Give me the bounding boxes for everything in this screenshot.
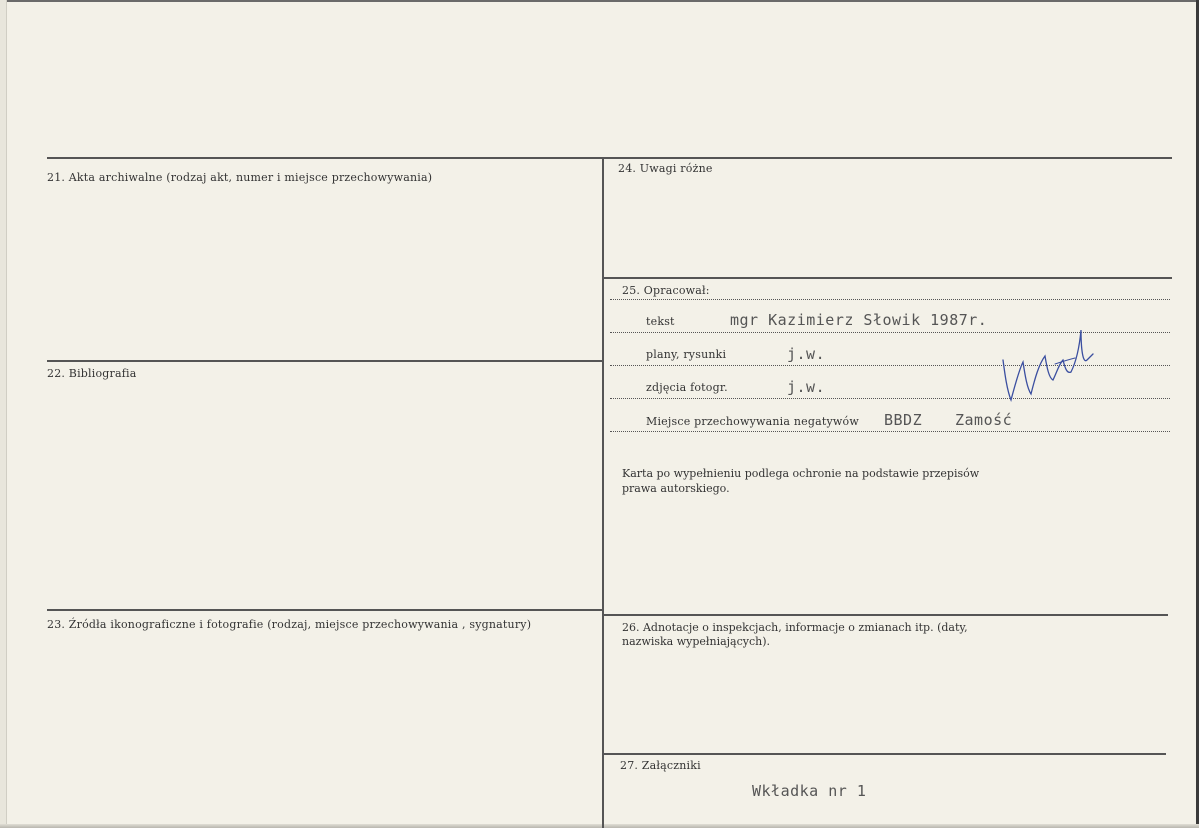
rule-26 xyxy=(604,614,1168,616)
field-25-plany-label: plany, rysunki xyxy=(646,348,727,361)
top-rule xyxy=(47,157,1172,159)
field-23-label: 23. Źródła ikonograficzne i fotografie (rodzaj, miejsce przechowywania , sygnatury) xyxy=(47,618,532,631)
card-bottom-edge xyxy=(0,824,1199,828)
signature-scribble xyxy=(995,320,1095,405)
copyright-notice-line2: prawa autorskiego. xyxy=(622,482,730,495)
field-25-label: 25. Opracował: xyxy=(622,284,710,297)
field-26-label-line2: nazwiska wypełniających). xyxy=(622,635,771,648)
field-25-plany-value: j.w. xyxy=(787,345,826,363)
field-25-miejsce-label: Miejsce przechowywania negatywów xyxy=(646,415,859,428)
field-25-zdjecia-label: zdjęcia fotogr. xyxy=(646,381,728,394)
field-22-label: 22. Bibliografia xyxy=(47,367,137,380)
center-divider xyxy=(602,157,604,828)
field-25-miejsce-place: BBDZ xyxy=(884,411,923,429)
card-left-edge xyxy=(0,0,7,828)
field-26-label-line1: 26. Adnotacje o inspekcjach, informacje o zmianach itp. (daty, xyxy=(622,621,968,634)
rule-23 xyxy=(47,609,602,611)
field-25-tekst-label: tekst xyxy=(646,315,675,328)
field-25-zdjecia-value: j.w. xyxy=(787,378,826,396)
dotline-25-header xyxy=(610,299,1170,300)
rule-22 xyxy=(47,360,602,362)
card-top-edge xyxy=(0,0,1199,2)
rule-27 xyxy=(604,753,1166,755)
field-21-label: 21. Akta archiwalne (rodzaj akt, numer i miejsce przechowywania) xyxy=(47,171,433,184)
dotline-25-miejsce xyxy=(610,431,1170,432)
field-24-label: 24. Uwagi różne xyxy=(618,162,713,175)
field-27-value: Wkładka nr 1 xyxy=(752,782,867,800)
field-25-miejsce-city: Zamość xyxy=(955,411,1013,429)
field-27-label: 27. Załączniki xyxy=(620,759,701,772)
field-25-tekst-value: mgr Kazimierz Słowik 1987r. xyxy=(730,311,988,329)
rule-25 xyxy=(604,277,1172,279)
copyright-notice-line1: Karta po wypełnieniu podlega ochronie na podstawie przepisów xyxy=(622,467,980,480)
